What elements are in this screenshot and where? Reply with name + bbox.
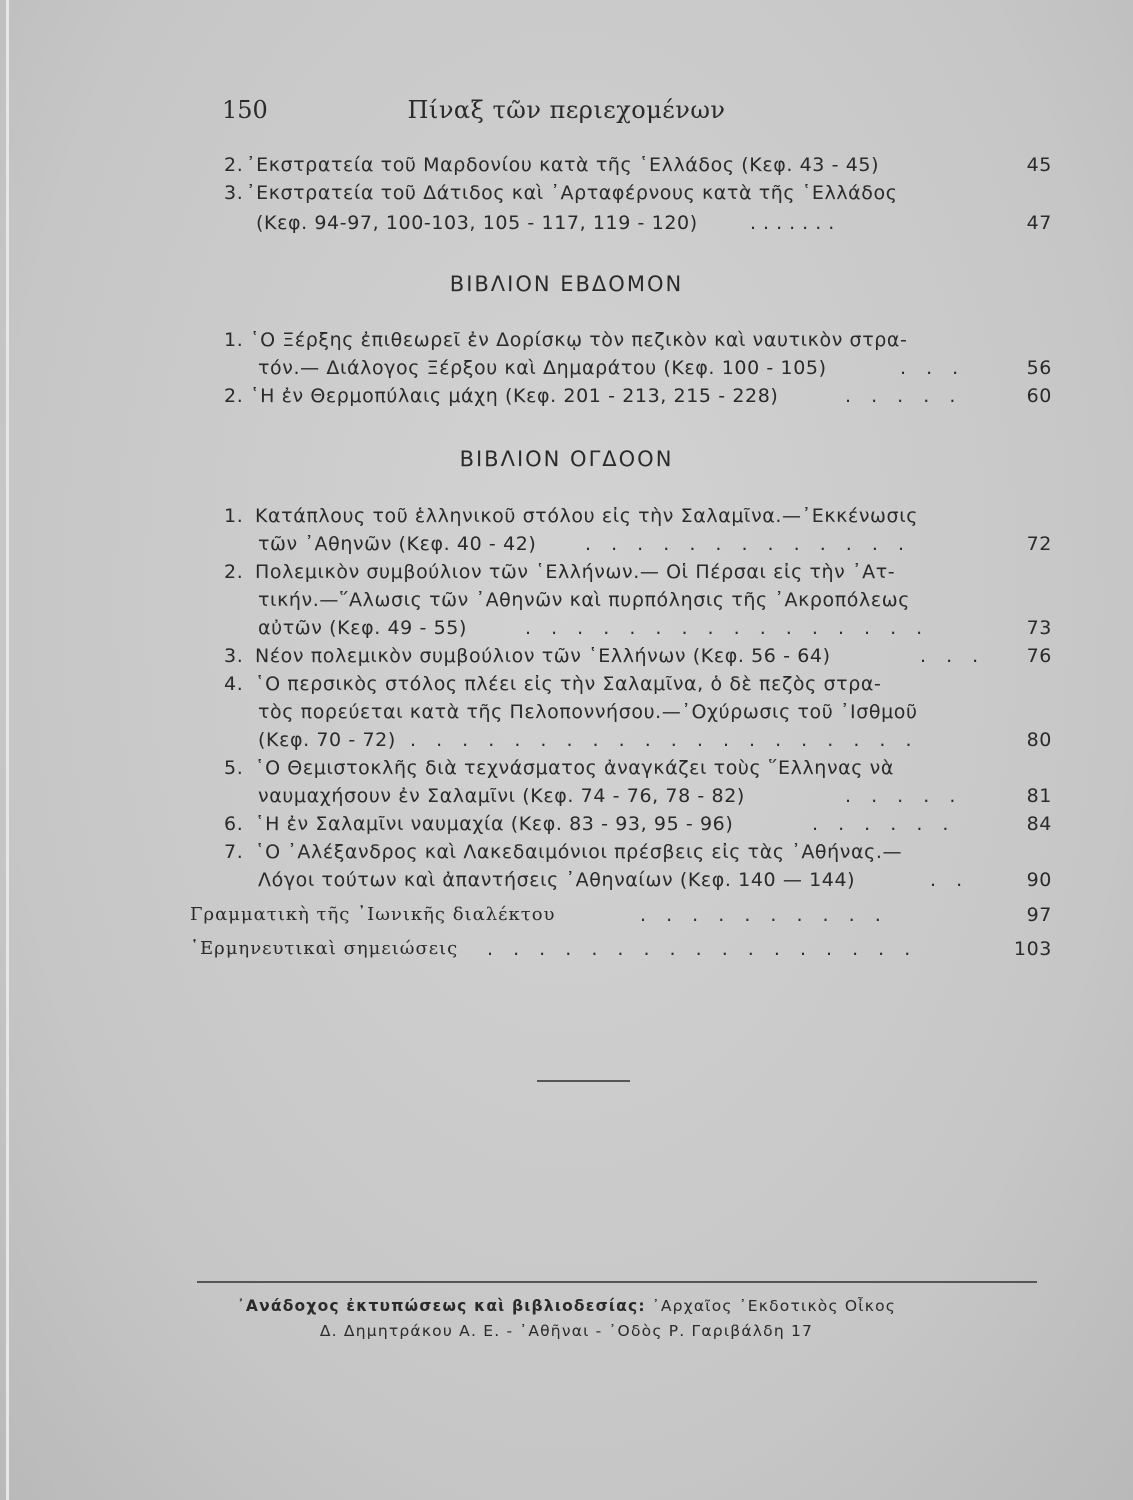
list-item-continuation: Λόγοι τούτων καὶ ἀπαντήσεις ᾿Αθηναίων (Κεφ. 140 — 144) . . 90 xyxy=(258,869,1052,891)
list-item: 6. ῾Η ἐν Σαλαμῖνι ναυμαχία (Κεφ. 83 - 93, 95 - 96) . . . . . . 84 xyxy=(224,813,1052,835)
page-ref: 76 xyxy=(1026,645,1052,667)
page-ref: 80 xyxy=(1026,729,1052,751)
list-item-continuation: τὸς πορεύεται κατὰ τῆς Πελοποννήσου.—᾿Οχύρωσις τοῦ ᾿Ισθμοῦ xyxy=(258,701,918,723)
page-ref: 97 xyxy=(1026,904,1052,926)
list-item: 4. ῾Ο περσικὸς στόλος πλέει εἰς τὴν Σαλαμῖνα, ὁ δὲ πεζὸς στρα- xyxy=(224,673,882,695)
list-item-continuation: τικήν.—῞Αλωσις τῶν ᾿Αθηνῶν καὶ πυρπόλησις τῆς ᾿Ακροπόλεως xyxy=(258,589,911,611)
list-item: 3. Νέον πολεμικὸν συμβούλιον τῶν ῾Ελλήνων (Κεφ. 56 - 64) . . . 76 xyxy=(224,645,1052,667)
list-item: ῾Ερμηνευτικαὶ σημειώσεις . . . . . . . . . . . . . . . . . 103 xyxy=(190,938,1052,960)
divider xyxy=(537,1080,630,1082)
list-item: 7. ῾Ο ᾿Αλέξανδρος καὶ Λακεδαιμόνιοι πρέσβεις εἰς τὰς ᾿Αθήνας.— xyxy=(224,841,903,863)
list-item: 2. ῾Η ἐν Θερμοπύλαις μάχη (Κεφ. 201 - 213, 215 - 228) . . . . . 60 xyxy=(224,385,1052,407)
list-item: Γραμματικὴ τῆς ᾿Ιωνικῆς διαλέκτου . . . . . . . . . . 97 xyxy=(190,904,1052,926)
page-ref: 90 xyxy=(1026,869,1052,891)
list-item: 3. ᾿Εκστρατεία τοῦ Δάτιδος καὶ ᾿Αρταφέρνους κατὰ τῆς ῾Ελλάδος xyxy=(224,182,898,204)
page-ref: 45 xyxy=(1026,154,1052,176)
running-title: Πίναξ τῶν περιεχομένων xyxy=(407,96,726,124)
imprint-line-1: ᾿Ανάδοχος ἐκτυπώσεως καὶ βιβλιοδεσίας: ᾿Αρχαῖος ᾿Εκδοτικὸς Οἶκος xyxy=(236,1297,897,1315)
list-item: 2. ᾿Εκστρατεία τοῦ Μαρδονίου κατὰ τῆς ῾Ελλάδος (Κεφ. 43 - 45) 45 xyxy=(224,154,1052,176)
list-item-continuation: (Κεφ. 70 - 72) . . . . . . . . . . . . . . . . . . . . 80 xyxy=(258,729,1052,751)
section-heading: ΒΙΒΛΙΟΝ ΕΒΔΟΜΟΝ xyxy=(449,272,684,296)
list-item-continuation: αὐτῶν (Κεφ. 49 - 55) . . . . . . . . . . . . . . . . 73 xyxy=(258,617,1052,639)
page-ref: 47 xyxy=(1026,212,1052,234)
page-ref: 72 xyxy=(1026,533,1052,555)
list-item: 1. ῾Ο Ξέρξης ἐπιθεωρεῖ ἐν Δορίσκῳ τὸν πεζικὸν καὶ ναυτικὸν στρα- xyxy=(224,329,908,351)
page-ref: 84 xyxy=(1026,813,1052,835)
page-ref: 60 xyxy=(1026,385,1052,407)
list-item-continuation: τόν.— Διάλογος Ξέρξου καὶ Δημαράτου (Κεφ. 100 - 105) . . . 56 xyxy=(258,357,1052,379)
list-item: 2. Πολεμικὸν συμβούλιον τῶν ῾Ελλήνων.— Οἱ Πέρσαι εἰς τὴν ᾿Ατ- xyxy=(224,561,896,583)
list-item-continuation: (Κεφ. 94-97, 100-103, 105 - 117, 119 - 120) ....... 47 xyxy=(256,212,1052,234)
list-item: 1. Κατάπλους τοῦ ἑλληνικοῦ στόλου εἰς τὴν Σαλαμῖνα.—᾿Εκκένωσις xyxy=(224,505,918,527)
list-item: 5. ῾Ο Θεμιστοκλῆς διὰ τεχνάσματος ἀναγκάζει τοὺς ῞Ελληνας νὰ xyxy=(224,757,895,779)
section-heading: ΒΙΒΛΙΟΝ ΟΓΔΟΟΝ xyxy=(459,447,674,471)
page-ref: 103 xyxy=(1013,938,1052,960)
page-ref: 73 xyxy=(1026,617,1052,639)
divider xyxy=(197,1281,1037,1283)
page-header xyxy=(0,96,1133,130)
list-item-continuation: ναυμαχήσουν ἐν Σαλαμῖνι (Κεφ. 74 - 76, 78 - 82) . . . . . 81 xyxy=(258,785,1052,807)
list-item-continuation: τῶν ᾿Αθηνῶν (Κεφ. 40 - 42) . . . . . . . . . . . . . 72 xyxy=(258,533,1052,555)
imprint-line-2: Δ. Δημητράκου Α. Ε. - ᾿Αθῆναι - ᾿Οδὸς Ρ. Γαριβάλδη 17 xyxy=(319,1322,814,1340)
page-number: 150 xyxy=(222,96,268,124)
page-ref: 56 xyxy=(1026,357,1052,379)
page-ref: 81 xyxy=(1026,785,1052,807)
